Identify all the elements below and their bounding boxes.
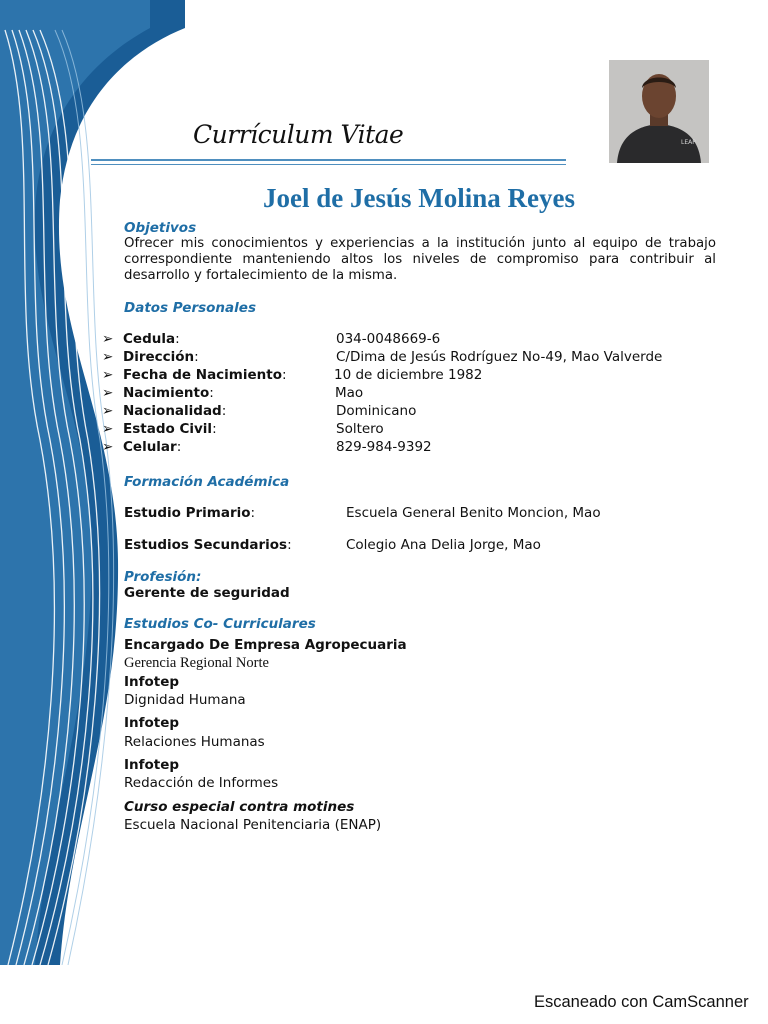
datos-value: Mao — [335, 385, 364, 401]
datos-colon: : — [209, 385, 214, 401]
arrowhead-bullet-icon: ➢ — [102, 331, 114, 347]
datos-row — [102, 438, 722, 456]
datos-row — [102, 330, 722, 348]
datos-row — [102, 384, 722, 402]
datos-value: C/Dima de Jesús Rodríguez No-49, Mao Valverde — [336, 349, 663, 365]
datos-value: 829-984-9392 — [336, 439, 432, 455]
cocurricular-title: Infotep — [124, 715, 180, 731]
title-rule — [91, 159, 566, 161]
datos-colon: : — [212, 421, 217, 437]
arrowhead-bullet-icon: ➢ — [102, 403, 114, 419]
datos-label: Nacimiento — [123, 385, 210, 401]
arrowhead-bullet-icon: ➢ — [102, 439, 114, 455]
cocurricular-detail: Relaciones Humanas — [124, 734, 265, 750]
datos-label: Dirección — [123, 349, 195, 365]
formacion-label: Estudios Secundarios — [124, 537, 288, 553]
shirt-logo: LEAP — [681, 139, 696, 146]
section-heading-cocurriculares: Estudios Co- Curriculares — [124, 616, 316, 632]
datos-value: 10 de diciembre 1982 — [334, 367, 483, 383]
formacion-label: Estudio Primario — [124, 505, 251, 521]
person-name: Joel de Jesús Molina Reyes — [263, 183, 575, 213]
datos-colon: : — [194, 349, 199, 365]
formacion-colon: : — [287, 537, 292, 553]
section-heading-profesion: Profesión: — [124, 569, 202, 585]
formacion-row — [124, 505, 724, 521]
formacion-colon: : — [250, 505, 256, 521]
datos-row — [102, 402, 722, 420]
datos-label: Fecha de Nacimiento — [123, 367, 283, 383]
objetivos-text: Ofrecer mis conocimientos y experiencias a la institución junto al equipo de trabajo correspondiente manteniendo altos los niveles de compromiso para contribuir al desarrollo y fortalecimiento de la misma. — [124, 236, 716, 283]
datos-colon: : — [282, 367, 287, 383]
datos-label: Estado Civil — [123, 421, 213, 437]
datos-colon: : — [221, 403, 227, 419]
formacion-row — [124, 537, 724, 553]
arrowhead-bullet-icon: ➢ — [102, 349, 114, 365]
arrowhead-bullet-icon: ➢ — [102, 367, 114, 383]
datos-row — [102, 420, 722, 438]
datos-value: Dominicano — [336, 403, 417, 419]
cocurricular-detail: Gerencia Regional Norte — [124, 655, 269, 671]
profile-photo — [609, 60, 709, 163]
profesion-value: Gerente de seguridad — [124, 585, 290, 601]
cocurricular-detail: Escuela Nacional Penitenciaria (ENAP) — [124, 817, 382, 833]
cocurricular-detail: Dignidad Humana — [124, 692, 246, 708]
scanner-watermark: Escaneado con CamScanner — [534, 993, 749, 1011]
cv-title: Currículum Vitae — [193, 120, 404, 149]
arrowhead-bullet-icon: ➢ — [102, 421, 114, 437]
cocurricular-title: Curso especial contra motines — [124, 799, 355, 815]
datos-label: Nacionalidad — [123, 403, 222, 419]
formacion-value: Colegio Ana Delia Jorge, Mao — [346, 537, 541, 553]
formacion-value: Escuela General Benito Moncion, Mao — [346, 505, 601, 521]
section-heading-datos-personales: Datos Personales — [124, 300, 256, 316]
section-heading-objetivos: Objetivos — [124, 220, 197, 236]
datos-label: Celular — [123, 439, 177, 455]
datos-colon: : — [176, 439, 182, 455]
datos-value: Soltero — [336, 421, 384, 437]
cocurricular-detail: Redacción de Informes — [124, 775, 279, 791]
arrowhead-bullet-icon: ➢ — [102, 385, 114, 401]
datos-value: 034-0048669-6 — [336, 331, 441, 347]
cocurricular-title: Infotep — [124, 757, 180, 773]
datos-colon: : — [175, 331, 180, 347]
datos-row — [102, 348, 722, 366]
cocurricular-title: Infotep — [124, 674, 180, 690]
title-rule-thin — [91, 164, 566, 165]
section-heading-formacion: Formación Académica — [124, 474, 290, 490]
datos-row — [102, 366, 722, 384]
cocurricular-title: Encargado De Empresa Agropecuaria — [124, 637, 407, 653]
datos-label: Cedula — [123, 331, 176, 347]
